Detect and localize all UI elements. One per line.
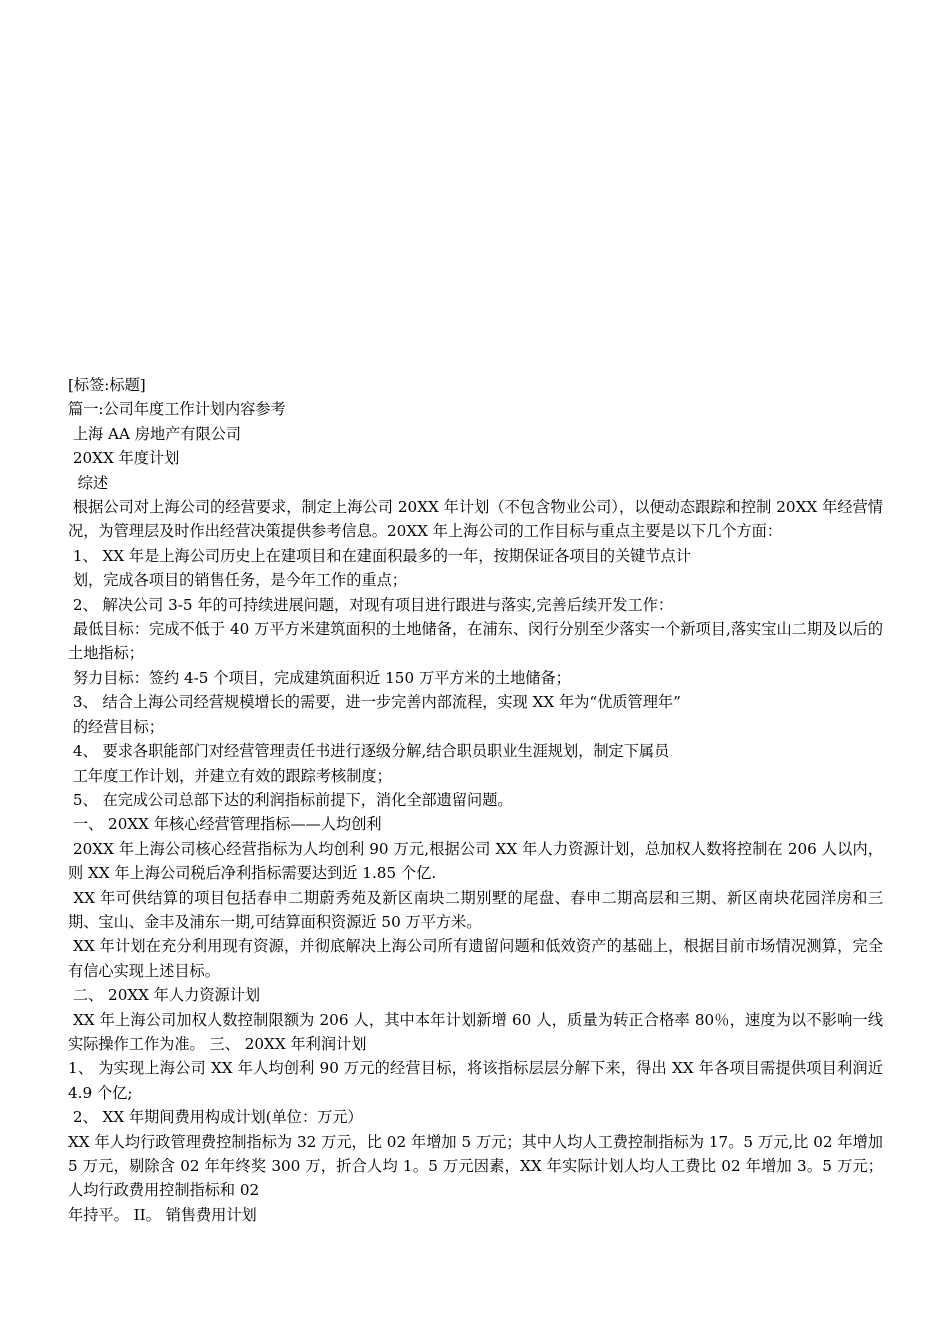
section-2-paragraph: XX 年上海公司加权人数控制限额为 206 人，其中本年计划新增 60 人，质量为转正合格率 80％，速度为以不影响一线实际操作工作为准。 三、 20XX 年利润计划 <box>68 1010 884 1053</box>
document-body <box>68 373 888 1227</box>
section-3-item-2: 2、 XX 年期间费用构成计划(单位：万元） <box>68 1108 363 1127</box>
goal-3-line-1: 3、 结合上海公司经营规模增长的需要，进一步完善内部流程，实现 XX 年为“优质管理年” <box>68 693 681 712</box>
company-name: 上海 AA 房地产有限公司 <box>68 424 242 443</box>
goal-1-line-2: 划，完成各项目的销售任务，是今年工作的重点； <box>68 571 407 590</box>
section-overview-heading: 综述 <box>68 473 109 492</box>
section-1-heading: 一、 20XX 年核心经营管理指标——人均创利 <box>68 815 382 834</box>
sales-cost-heading-line: 年持平。 II。 销售费用计划 <box>68 1205 257 1224</box>
goal-3-line-2: 的经营目标； <box>68 717 164 736</box>
admin-cost-paragraph: XX 年人均行政管理费控制指标为 32 万元，比 02 年增加 5 万元；其中人均人工费控制指标为 17。5 万元,比 02 年增加 5 万元，剔除含 02 年年终奖 300 万，折合人均 1。5 万元因素，XX 年实际计划人均人工费比 02 年增加 3。5 万元；人均行政费用控制指标和 02 <box>68 1132 888 1200</box>
goal-1-line-1: 1、 XX 年是上海公司历史上在建项目和在建面积最多的一年，按期保证各项目的关键节点计 <box>68 546 691 565</box>
goal-2: 2、 解决公司 3-5 年的可持续进展问题，对现有项目进行跟进与落实,完善后续开发工作： <box>68 595 674 614</box>
goal-5: 5、 在完成公司总部下达的利润指标前提下，消化全部遗留问题。 <box>68 790 513 809</box>
goal-2-minimum-target: 最低目标：完成不低于 40 万平方米建筑面积的土地储备，在浦东、闵行分别至少落实一个新项目,落实宝山二期及以后的土地指标； <box>68 620 884 663</box>
section-3-item-1: 1、 为实现上海公司 XX 年人均创利 90 万元的经营目标，将该指标层层分解下来，得出 XX 年各项目需提供项目利润近 4.9 个亿; <box>68 1059 888 1102</box>
section-1-paragraph-2: XX 年可供结算的项目包括春申二期蔚秀苑及新区南块二期别墅的尾盘、春申二期高层和三期、新区南块花园洋房和三期、宝山、金丰及浦东一期,可结算面积资源近 50 万平方米。 <box>68 888 884 931</box>
overview-paragraph: 根据公司对上海公司的经营要求，制定上海公司 20XX 年计划（不包含物业公司），以便动态跟踪和控制 20XX 年经营情况，为管理层及时作出经营决策提供参考信息。20XX 年上海公司的工作目标与重点主要是以下几个方面： <box>68 498 883 541</box>
plan-title: 20XX 年度计划 <box>68 449 180 468</box>
article-heading: 篇一:公司年度工作计划内容参考 <box>68 400 286 419</box>
section-1-paragraph-3: XX 年计划在充分利用现有资源，并彻底解决上海公司所有遗留问题和低效资产的基础上，根据目前市场情况测算，完全有信心实现上述目标。 <box>68 937 884 980</box>
tag-title-line: [标签:标题] <box>68 376 146 394</box>
goal-4-line-1: 4、 要求各职能部门对经营管理责任书进行逐级分解,结合职员职业生涯规划，制定下属员 <box>68 742 670 761</box>
section-2-heading: 二、 20XX 年人力资源计划 <box>68 986 261 1005</box>
goal-4-line-2: 工年度工作计划，并建立有效的跟踪考核制度； <box>68 766 392 785</box>
goal-2-stretch-target: 努力目标：签约 4-5 个项目，完成建筑面积近 150 万平方米的土地储备； <box>68 668 571 687</box>
section-1-paragraph-1: 20XX 年上海公司核心经营指标为人均创利 90 万元,根据公司 XX 年人力资源计划，总加权人数将控制在 206 人以内，则 XX 年上海公司税后净利指标需要达到近 1.85 个亿. <box>68 839 884 883</box>
